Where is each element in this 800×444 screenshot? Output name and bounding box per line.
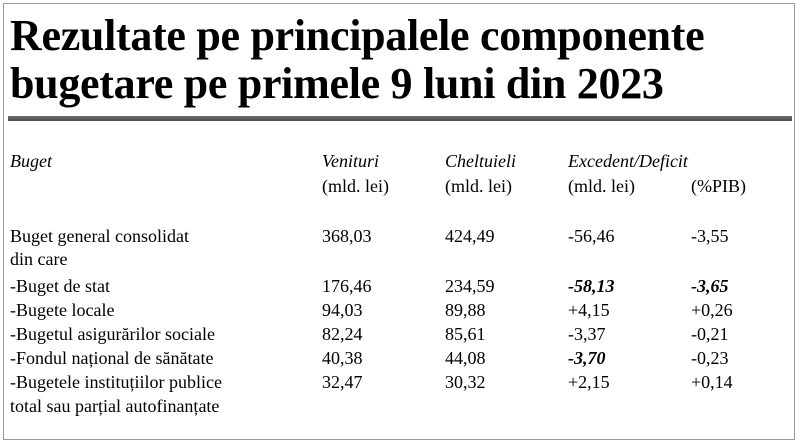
cell-venituri: 32,47 <box>322 372 363 392</box>
cell-cheltuieli: 44,08 <box>445 348 486 368</box>
header-venituri-unit: (mld. lei) <box>322 176 389 196</box>
cell-pib: +0,14 <box>691 372 733 392</box>
cell-venituri: 82,24 <box>322 324 363 344</box>
row-label: -Bugete locale <box>10 300 115 320</box>
cell-excedent: -58,13 <box>568 276 615 296</box>
row-label-2: total sau parțial autofinanțate <box>10 396 220 416</box>
row-label: Buget general consolidat <box>10 226 189 246</box>
cell-excedent: -3,70 <box>568 348 606 368</box>
cell-cheltuieli: 234,59 <box>445 276 495 296</box>
title-line-2: bugetare pe primele 9 luni din 2023 <box>10 59 664 108</box>
cell-pib: +0,26 <box>691 300 733 320</box>
header-excedent-unit: (mld. lei) <box>568 176 635 196</box>
header-cheltuieli-unit: (mld. lei) <box>445 176 512 196</box>
header-venituri: Venituri <box>322 151 379 171</box>
row-label: -Fondul național de sănătate <box>10 348 214 368</box>
page-title <box>10 12 790 108</box>
cell-pib: -3,55 <box>691 226 729 246</box>
cell-excedent: -3,37 <box>568 324 606 344</box>
cell-venituri: 94,03 <box>322 300 363 320</box>
cell-cheltuieli: 424,49 <box>445 226 495 246</box>
cell-excedent: -56,46 <box>568 226 615 246</box>
title-divider <box>8 116 792 121</box>
row-label: -Buget de stat <box>10 276 110 296</box>
row-label: -Bugetul asigurărilor sociale <box>10 324 215 344</box>
cell-excedent: +4,15 <box>568 300 610 320</box>
cell-cheltuieli: 85,61 <box>445 324 486 344</box>
cell-pib: -0,23 <box>691 348 729 368</box>
row-label-2: din care <box>10 249 68 269</box>
header-buget: Buget <box>10 151 52 171</box>
header-cheltuieli: Cheltuieli <box>445 151 516 171</box>
cell-venituri: 40,38 <box>322 348 363 368</box>
title-line-1: Rezultate pe principalele componente <box>10 11 705 60</box>
cell-cheltuieli: 30,32 <box>445 372 486 392</box>
cell-venituri: 176,46 <box>322 276 372 296</box>
header-pib-unit: (%PIB) <box>691 176 746 196</box>
cell-excedent: +2,15 <box>568 372 610 392</box>
header-excedent: Excedent/Deficit <box>568 151 688 171</box>
cell-cheltuieli: 89,88 <box>445 300 486 320</box>
cell-venituri: 368,03 <box>322 226 372 246</box>
row-label: -Bugetele instituțiilor publice <box>10 372 222 392</box>
cell-pib: -3,65 <box>691 276 729 296</box>
cell-pib: -0,21 <box>691 324 729 344</box>
